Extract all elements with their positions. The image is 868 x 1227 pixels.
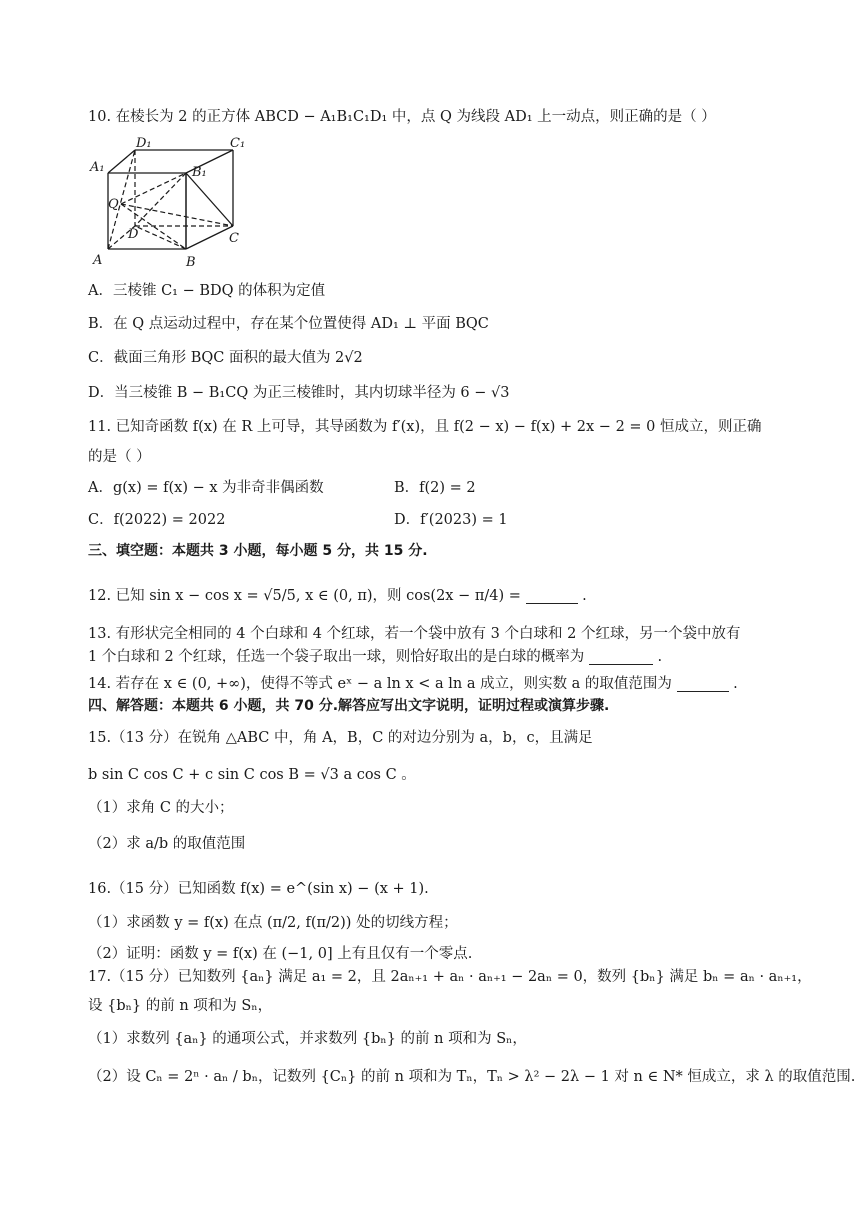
question-16-part1: （1）求函数 y = f(x) 在点 (π/2, f(π/2)) 处的切线方程；	[88, 915, 458, 931]
question-15-line1: 15.（13 分）在锐角 △ABC 中，角 A，B，C 的对边分别为 a，b，c，且满足	[88, 730, 593, 746]
question-14-end: .	[733, 676, 738, 692]
label-b: B	[186, 255, 196, 266]
q11-option-a: A．g(x) = f(x) − x 为非奇非偶函数	[88, 480, 324, 496]
question-17-part2: （2）设 Cₙ = 2ⁿ · aₙ / bₙ，记数列 {Cₙ} 的前 n 项和为 Tₙ，Tₙ > λ² − 2λ − 1 对 n ∈ N* 恒成立，求 λ 的取值范围.	[88, 1069, 856, 1085]
label-q: Q	[108, 197, 119, 212]
question-10-stem: 10. 在棱长为 2 的正方体 ABCD − A₁B₁C₁D₁ 中，点 Q 为线段 AD₁ 上一动点，则正确的是（ ）	[88, 109, 716, 125]
question-12-text: 12. 已知 sin x − cos x = √5/5, x ∈ (0, π)，则 cos(2x − π/4) =	[88, 588, 521, 604]
q10-option-a: A．三棱锥 C₁ − BDQ 的体积为定值	[88, 283, 326, 299]
q11-option-b: B．f(2) = 2	[394, 480, 476, 496]
question-13-line2	[88, 646, 662, 668]
q11-option-d: D．f′(2023) = 1	[394, 512, 508, 528]
answer-blank-14	[677, 677, 729, 692]
cube-figure	[88, 136, 248, 266]
section-4-heading: 四、解答题：本题共 6 小题，共 70 分.解答应写出文字说明，证明过程或演算步骤.	[88, 698, 610, 714]
question-13-line1: 13. 有形状完全相同的 4 个白球和 4 个红球，若一个袋中放有 3 个白球和 2 个红球，另一个袋中放有	[88, 626, 741, 642]
answer-blank-13	[589, 650, 653, 665]
q10-option-d: D．当三棱锥 B − B₁CQ 为正三棱锥时，其内切球半径为 6 − √3	[88, 385, 510, 401]
label-c1: C₁	[230, 136, 246, 151]
question-15-part1: （1）求角 C 的大小；	[88, 800, 234, 816]
q10-option-c: C．截面三角形 BQC 面积的最大值为 2√2	[88, 350, 363, 366]
q10-option-b: B．在 Q 点运动过程中，存在某个位置使得 AD₁ ⊥ 平面 BQC	[88, 316, 489, 332]
question-13-end: .	[657, 649, 663, 665]
label-d: D	[128, 227, 139, 242]
question-15-line2: b sin C cos C + c sin C cos B = √3 a cos C 。	[88, 767, 416, 783]
label-a1: A₁	[90, 160, 105, 175]
answer-blank-12	[526, 589, 578, 604]
question-17-stem-line2: 设 {bₙ} 的前 n 项和为 Sₙ，	[88, 998, 273, 1014]
question-15-part2: （2）求 a/b 的取值范围	[88, 836, 246, 852]
question-17-part1: （1）求数列 {aₙ} 的通项公式，并求数列 {bₙ} 的前 n 项和为 Sₙ，	[88, 1031, 527, 1047]
question-11-stem-line1: 11. 已知奇函数 f(x) 在 R 上可导，其导函数为 f′(x)，且 f(2 − x) − f(x) + 2x − 2 = 0 恒成立，则正确	[88, 419, 762, 435]
label-a: A	[93, 253, 103, 266]
q11-option-c: C．f(2022) = 2022	[88, 512, 226, 528]
label-c: C	[229, 231, 239, 246]
question-14-text: 14. 若存在 x ∈ (0, +∞)，使得不等式 eˣ − a ln x < a ln a 成立，则实数 a 的取值范围为	[88, 676, 672, 692]
question-16-stem: 16.（15 分）已知函数 f(x) = e^(sin x) − (x + 1).	[88, 881, 429, 897]
question-17-stem-line1: 17.（15 分）已知数列 {aₙ} 满足 a₁ = 2，且 2aₙ₊₁ + aₙ · aₙ₊₁ − 2aₙ = 0，数列 {bₙ} 满足 bₙ = aₙ · aₙ₊₁，	[88, 969, 812, 985]
section-3-heading: 三、填空题：本题共 3 小题，每小题 5 分，共 15 分.	[88, 543, 428, 559]
question-12	[88, 585, 587, 607]
question-12-end: .	[582, 588, 587, 604]
question-11-stem-line2: 的是（ ）	[88, 449, 151, 465]
question-14	[88, 673, 738, 695]
label-b1: B₁	[192, 165, 207, 180]
label-d1: D₁	[136, 136, 152, 151]
question-16-part2: （2）证明：函数 y = f(x) 在 (−1, 0] 上有且仅有一个零点.	[88, 946, 473, 962]
question-13-text: 1 个白球和 2 个红球，任选一个袋子取出一球，则恰好取出的是白球的概率为	[88, 649, 585, 665]
